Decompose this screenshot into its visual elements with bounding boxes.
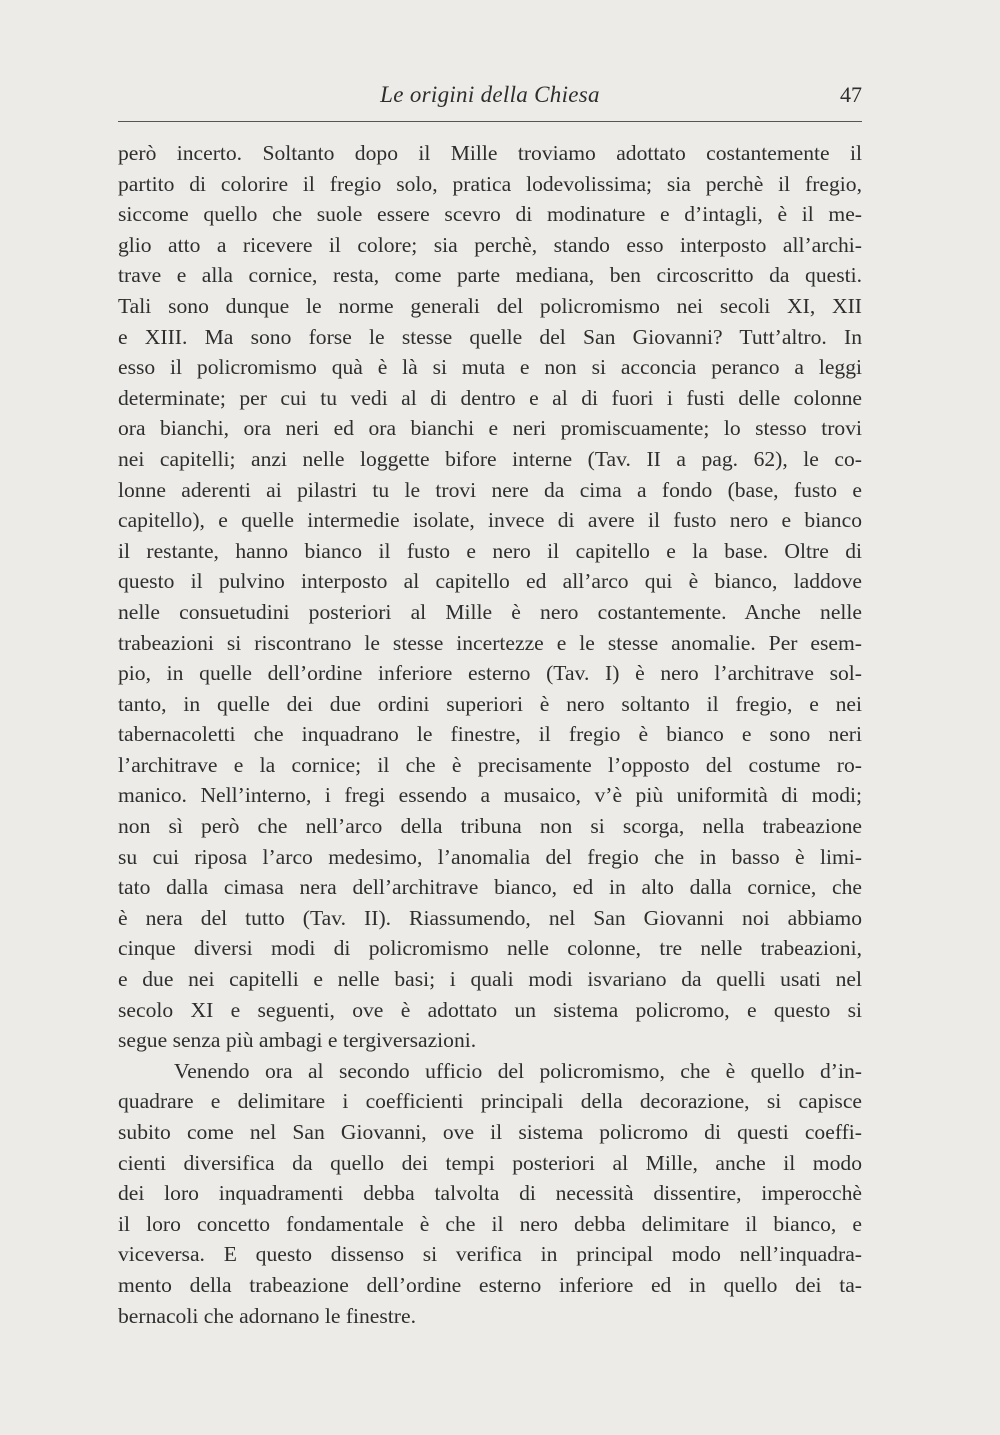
text-line: tabernacoletti che inquadrano le finestre, il fregio è bianco e sono neri xyxy=(118,722,862,747)
text-line: il restante, hanno bianco il fusto e nero il capitello e la base. Oltre di xyxy=(118,538,862,563)
paragraph-2 xyxy=(118,1056,862,1331)
text-line: quadrare e delimitare i coefficienti principali della decorazione, si capisce xyxy=(118,1089,862,1114)
text-line: cienti diversifica da quello dei tempi posteriori al Mille, anche il modo xyxy=(118,1150,862,1175)
text-line: Venendo ora al secondo ufficio del policromismo, che è quello d’in- xyxy=(174,1058,862,1083)
text-line: manico. Nell’interno, i fregi essendo a musaico, v’è più uniformità di modi; xyxy=(118,783,862,808)
text-line: il loro concetto fondamentale è che il nero debba delimitare il bianco, e xyxy=(118,1211,862,1236)
body-text xyxy=(118,138,862,1331)
text-line: Tali sono dunque le norme generali del policromismo nei secoli XI, XII xyxy=(118,293,862,318)
text-line: segue senza più ambagi e tergiversazioni. xyxy=(118,1028,477,1053)
text-line: mento della trabeazione dell’ordine esterno inferiore ed in quello dei ta- xyxy=(118,1272,862,1297)
header-rule xyxy=(118,121,862,122)
text-line: e XIII. Ma sono forse le stesse quelle del San Giovanni? Tutt’altro. In xyxy=(118,324,862,349)
text-line: e due nei capitelli e nelle basi; i quali modi isvariano da quelli usati nel xyxy=(118,967,862,992)
text-line: siccome quello che suole essere scevro di modinature e d’intagli, è il me- xyxy=(118,202,862,227)
text-line: esso il policromismo quà è là si muta e non si acconcia peranco a leggi xyxy=(118,355,862,380)
text-line: tanto, in quelle dei due ordini superiori è nero soltanto il fregio, e nei xyxy=(118,691,862,716)
text-line: trabeazioni si riscontrano le stesse incertezze e le stesse anomalie. Per esem- xyxy=(118,630,862,655)
text-line: viceversa. E questo dissenso si verifica in principal modo nell’inquadra- xyxy=(118,1242,862,1267)
text-line: bernacoli che adornano le finestre. xyxy=(118,1303,416,1328)
text-line: secolo XI e seguenti, ove è adottato un sistema policromo, e questo si xyxy=(118,997,862,1022)
text-line: è nera del tutto (Tav. II). Riassumendo, nel San Giovanni noi abbiamo xyxy=(118,905,862,930)
text-line: nelle consuetudini posteriori al Mille è nero costantemente. Anche nelle xyxy=(118,599,862,624)
text-line: trave e alla cornice, resta, come parte mediana, ben circoscritto da questi. xyxy=(118,263,862,288)
text-line: determinate; per cui tu vedi al di dentro e al di fuori i fusti delle colonne xyxy=(118,385,862,410)
text-line: su cui riposa l’arco medesimo, l’anomalia del fregio che in basso è limi- xyxy=(118,844,862,869)
text-line: l’architrave e la cornice; il che è precisamente l’opposto del costume ro- xyxy=(118,752,862,777)
text-line: ora bianchi, ora neri ed ora bianchi e neri promiscuamente; lo stesso trovi xyxy=(118,416,862,441)
text-line: tato dalla cimasa nera dell’architrave bianco, ed in alto dalla cornice, che xyxy=(118,875,862,900)
page-number: 47 xyxy=(840,82,862,107)
text-line: dei loro inquadramenti debba talvolta di necessità dissentire, imperocchè xyxy=(118,1181,862,1206)
text-line: subito come nel San Giovanni, ove il sistema policromo di questi coeffi- xyxy=(118,1120,862,1144)
paragraph-1 xyxy=(118,138,862,1056)
text-line: cinque diversi modi di policromismo nelle colonne, tre nelle trabeazioni, xyxy=(118,936,862,961)
text-line: non sì però che nell’arco della tribuna non si scorga, nella trabeazione xyxy=(118,814,862,839)
running-title: Le origini della Chiesa xyxy=(380,82,600,107)
text-line: però incerto. Soltanto dopo il Mille troviamo adottato costantemente il xyxy=(118,141,862,165)
page-header xyxy=(118,82,862,114)
text-line: questo il pulvino interposto al capitello ed all’arco qui è bianco, laddove xyxy=(118,569,862,594)
text-line: nei capitelli; anzi nelle loggette bifore interne (Tav. II a pag. 62), le co- xyxy=(118,446,862,471)
text-line: capitello), e quelle intermedie isolate, invece di avere il fusto nero e bianco xyxy=(118,508,862,533)
text-line: pio, in quelle dell’ordine inferiore esterno (Tav. I) è nero l’architrave sol- xyxy=(118,661,862,686)
text-line: glio atto a ricevere il colore; sia perchè, stando esso interposto all’archi- xyxy=(118,232,862,257)
text-line: partito di colorire il fregio solo, pratica lodevolissima; sia perchè il fregio, xyxy=(118,171,862,196)
text-line: lonne aderenti ai pilastri tu le trovi nere da cima a fondo (base, fusto e xyxy=(118,477,862,502)
